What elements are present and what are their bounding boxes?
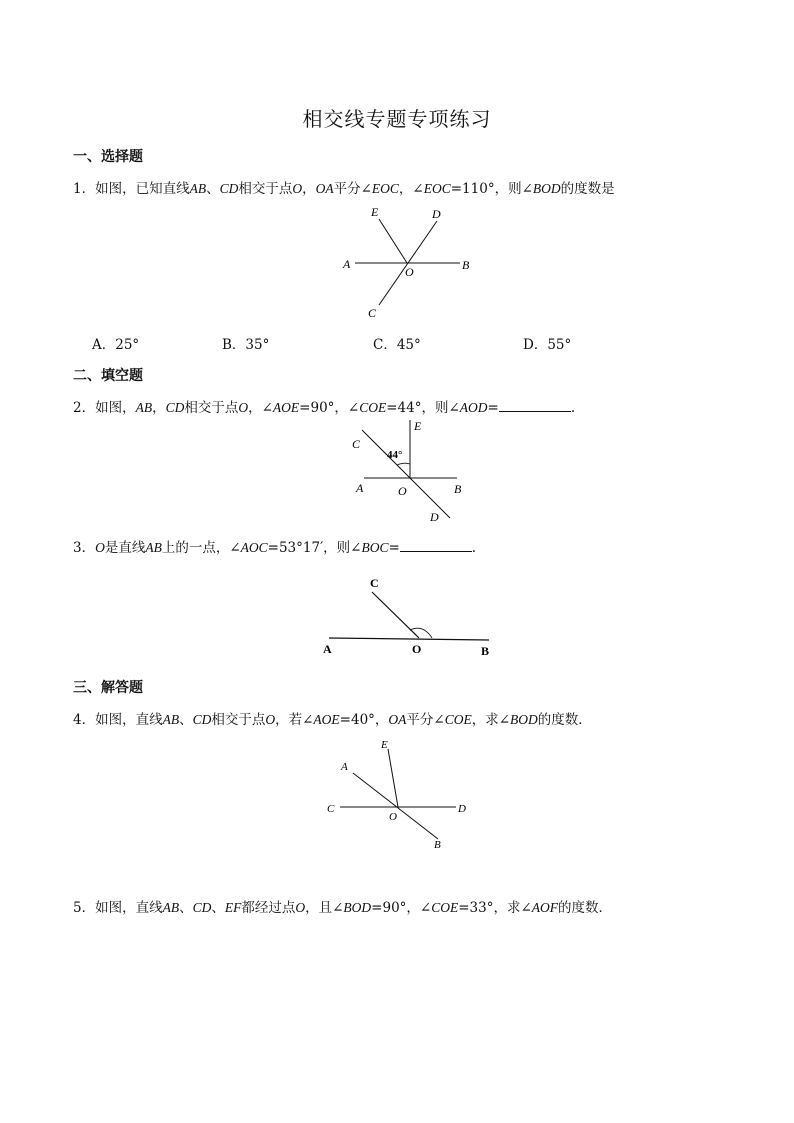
label-b: B	[454, 482, 462, 496]
label-c: C	[352, 437, 361, 451]
option-b[interactable]: B．35°	[222, 337, 270, 353]
label-c: C	[368, 306, 377, 320]
option-d[interactable]: D．55°	[523, 337, 572, 353]
ray-oc	[372, 592, 419, 638]
section-heading-choice: 一、选择题	[73, 149, 143, 165]
label-b: B	[481, 644, 490, 658]
label-o: O	[405, 265, 414, 279]
question-5: 5．如图，直线AB、CD、EF都经过点O，且∠BOD=90°，∠COE=33°，求∠AOF的度数．	[73, 900, 613, 916]
label-d: D	[430, 510, 439, 524]
question-4: 4．如图，直线AB、CD相交于点O，若∠AOE=40°，OA平分∠COE，求∠BOD的度数．	[73, 712, 592, 728]
section-heading-fill: 二、填空题	[73, 368, 143, 384]
figure-q4	[320, 735, 475, 855]
label-a: A	[356, 481, 364, 495]
label-d: D	[458, 803, 466, 815]
label-a: A	[323, 642, 332, 656]
ray-oe	[388, 749, 398, 807]
line-cd	[362, 430, 450, 518]
angle-arc	[397, 463, 410, 465]
label-angle-44: 44°	[387, 449, 403, 461]
label-c: C	[327, 803, 335, 815]
label-c: C	[370, 576, 379, 590]
label-e: E	[414, 419, 422, 433]
answer-blank-q3[interactable]	[400, 539, 472, 552]
ray-oe	[379, 219, 407, 263]
option-c[interactable]: C．45°	[373, 337, 421, 353]
section-heading-answer: 三、解答题	[73, 680, 143, 696]
question-1: 1．如图，已知直线AB、CD相交于点O，OA平分∠EOC，∠EOC=110°，则∠BOD的度数是	[73, 181, 615, 197]
option-a[interactable]: A．25°	[92, 337, 140, 353]
figure-q1	[335, 203, 475, 323]
label-e: E	[381, 739, 388, 751]
label-e: E	[371, 205, 379, 219]
label-o: O	[398, 484, 407, 498]
question-3: 3．O是直线AB上的一点，∠AOC=53°17′，则∠BOC= .	[73, 540, 477, 556]
label-b: B	[434, 839, 441, 851]
label-a: A	[341, 761, 348, 773]
figure-q3	[318, 572, 498, 660]
answer-blank-q2[interactable]	[499, 399, 571, 412]
label-b: B	[462, 258, 470, 272]
line-ab	[353, 773, 438, 839]
figure-q2	[342, 418, 467, 526]
label-o: O	[389, 811, 397, 823]
question-2: 2．如图，AB，CD相交于点O，∠AOE=90°，∠COE=44°，则∠AOD= .	[73, 400, 576, 416]
label-a: A	[343, 257, 351, 271]
label-o: O	[412, 642, 422, 656]
label-d: D	[432, 207, 441, 221]
page-title: 相交线专题专项练习	[302, 107, 492, 131]
line-ab	[329, 638, 489, 640]
